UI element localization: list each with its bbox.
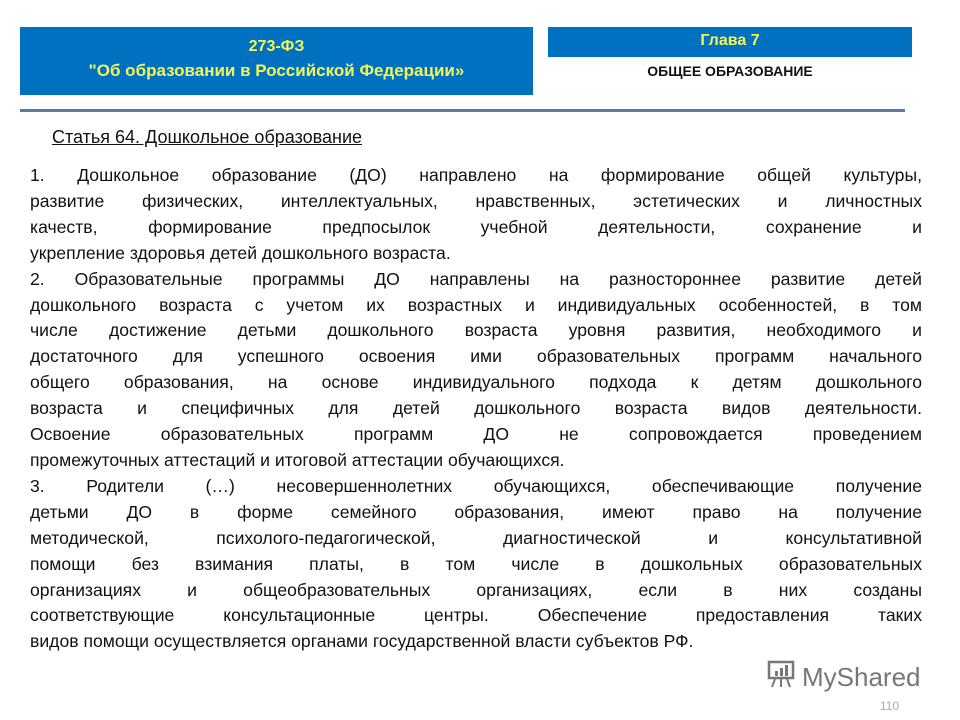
law-header-box — [20, 27, 533, 95]
presentation-board-icon — [766, 659, 796, 695]
chapter-title: ОБЩЕЕ ОБРАЗОВАНИЕ — [647, 63, 813, 79]
text-line: соответствующие консультационные центры. Обеспечение предоставления таких — [30, 605, 922, 626]
text-line: 2. Образовательные программы ДО направлены на разностороннее развитие детей — [30, 268, 922, 289]
text-line: числе достижение детьми дошкольного возраста уровня развития, необходимого и — [30, 320, 922, 341]
text-line: 1. Дошкольное образование (ДО) направлено на формирование общей культуры, — [30, 165, 922, 185]
text-line: качеств, формирование предпосылок учебной деятельности, сохранение и — [30, 216, 922, 237]
text-line: укрепление здоровья детей дошкольного возраста. — [30, 242, 451, 263]
paragraph — [30, 474, 922, 655]
paragraph — [30, 163, 922, 267]
article-title: Статья 64. Дошкольное образование — [52, 127, 363, 147]
text-line: детьми ДО в форме семейного образования, имеют право на получение — [30, 501, 922, 522]
text-line: возраста и специфичных для детей дошкольного возраста видов деятельности. — [30, 398, 922, 419]
article-body — [30, 163, 922, 655]
watermark-text: MyShared — [802, 662, 921, 692]
text-line: общего образования, на основе индивидуального подхода к детям дошкольного — [30, 372, 922, 393]
chapter-header: Глава 7 — [548, 27, 912, 57]
paragraph — [30, 267, 922, 474]
text-line: помощи без взимания платы, в том числе в дошкольных образовательных — [30, 553, 922, 574]
text-line: достаточного для успешного освоения ими образовательных программ начального — [30, 346, 922, 367]
text-line: видов помощи осуществляется органами государственной власти субъектов РФ. — [30, 631, 694, 652]
law-title: "Об образовании в Российской Федерации» — [88, 61, 465, 80]
text-line: Освоение образовательных программ ДО не сопровождается проведением — [30, 424, 922, 445]
watermark — [766, 662, 921, 692]
text-line: методической, психолого-педагогической, диагностической и консультативной — [30, 527, 922, 548]
text-line: дошкольного возраста с учетом их возрастных и индивидуальных особенностей, в том — [30, 294, 922, 315]
page-number: 110 — [880, 699, 900, 713]
text-line: организациях и общеобразовательных организациях, если в них созданы — [30, 579, 922, 600]
text-line: промежуточных аттестаций и итоговой аттестации обучающихся. — [30, 449, 565, 470]
law-number: 273-ФЗ — [248, 38, 305, 55]
header-divider — [20, 109, 905, 112]
text-line: развитие физических, интеллектуальных, нравственных, эстетических и личностных — [30, 190, 922, 211]
text-line: 3. Родители (…) несовершеннолетних обучающихся, обеспечивающие получение — [30, 475, 922, 496]
